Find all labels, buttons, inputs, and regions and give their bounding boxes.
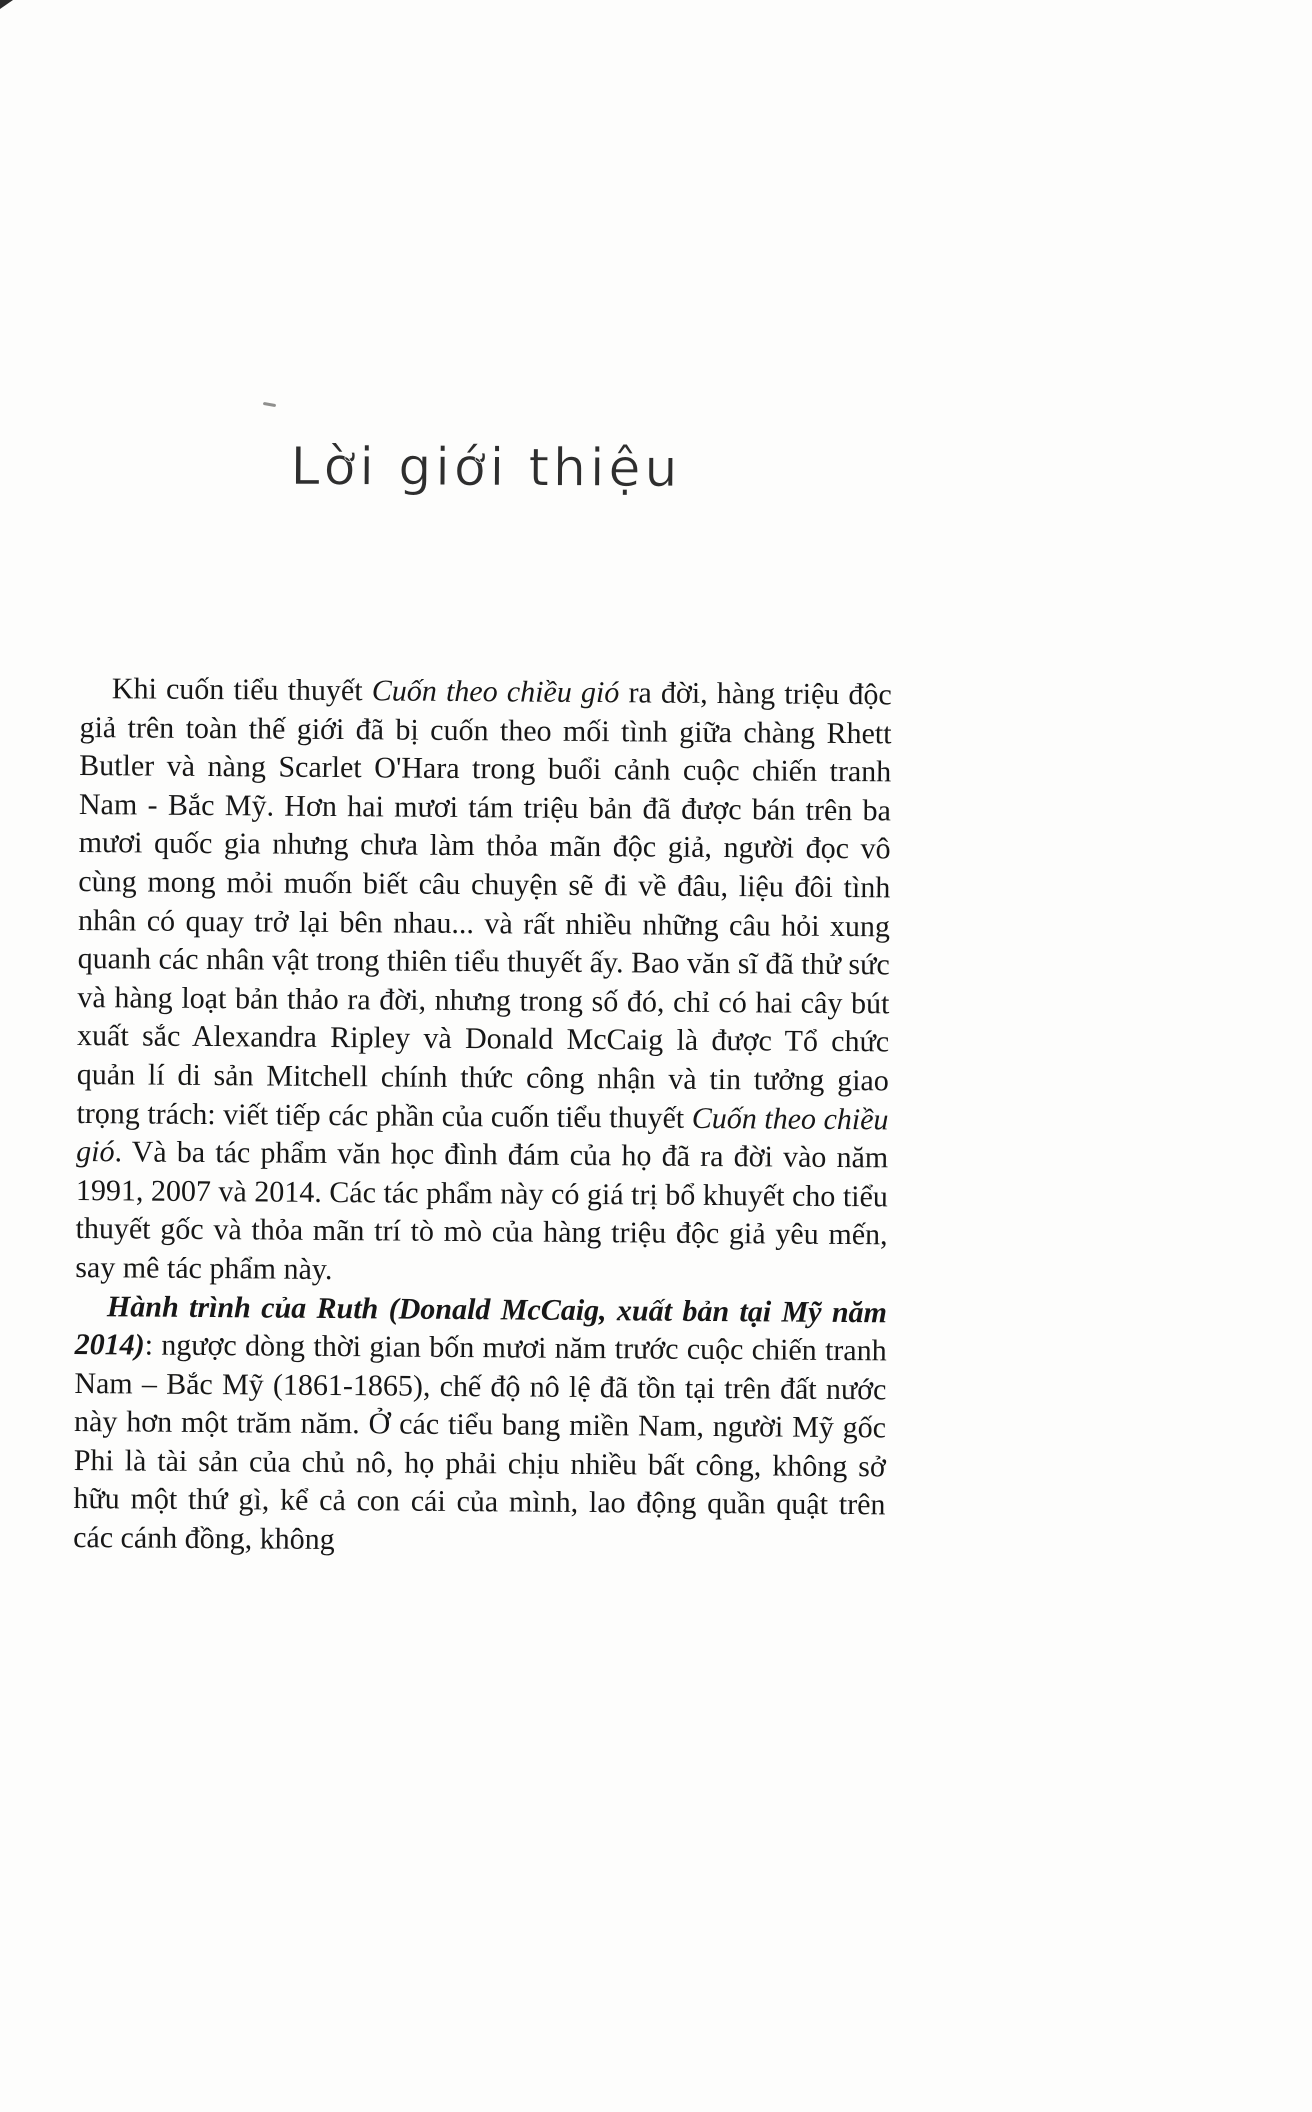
- scan-corner-artifact: [0, 0, 13, 9]
- paragraph-2: [73, 1287, 887, 1564]
- text-run-italic-book-title: Cuốn theo chiều gió: [371, 674, 620, 710]
- paragraph-1: [75, 670, 892, 1294]
- text-run: Khi cuốn tiểu thuyết: [111, 672, 372, 708]
- text-run: . Và ba tác phẩm văn học đình đám của họ đã ra đời vào năm 1991, 2007 và 2014. Các tác phẩm này có giá trị bổ khuyết cho tiểu thuyết gốc và thỏa mãn trí tò mò của hàng triệu độc giả yêu mến, say mê tác phẩm này.: [75, 1135, 889, 1286]
- scan-dash-artifact: [263, 402, 276, 407]
- text-run-bold-italic-book-title: Hành trình của Ruth (Donald McCaig, xuất bản tại Mỹ năm 2014): [74, 1289, 888, 1362]
- page-title: Lời giới thiệu: [290, 436, 682, 500]
- body-text: [73, 670, 892, 1564]
- text-run: ra đời, hàng triệu độc giả trên toàn thế giới đã bị cuốn theo mối tình giữa chàng Rhett Butler và nàng Scarlet O'Hara trong buổi cảnh cuộc chiến tranh Nam - Bắc Mỹ. Hơn hai mươi tám triệu bản đã được bán trên ba mươi quốc gia nhưng chưa làm thỏa mãn độc giả, người đọc vô cùng mong mỏi muốn biết câu chuyện sẽ đi về đâu, liệu đôi tình nhân có quay trở lại bên nhau... và rất nhiều những câu hỏi xung quanh các nhân vật trong thiên tiểu thuyết ấy. Bao văn sĩ đã thử sức và hàng loạt bản thảo ra đời, nhưng trong số đó, chỉ có hai cây bút xuất sắc Alexandra Ripley và Donald McCaig là được Tổ chức quản lí di sản Mitchell chính thức công nhận và tin tưởng giao trọng trách: viết tiếp các phần của cuốn tiểu thuyết: [76, 676, 892, 1135]
- text-run: : ngược dòng thời gian bốn mươi năm trước cuộc chiến tranh Nam – Bắc Mỹ (1861-1865), chế độ nô lệ đã tồn tại trên đất nước này hơn một trăm năm. Ở các tiểu bang miền Nam, người Mỹ gốc Phi là tài sản của chủ nô, họ phải chịu nhiều bất công, không sở hữu một thứ gì, kể cả con cái của mình, lao động quần quật trên các cánh đồng, không: [73, 1328, 887, 1557]
- text-run-italic-book-title: Cuốn theo chiều gió: [76, 1101, 889, 1169]
